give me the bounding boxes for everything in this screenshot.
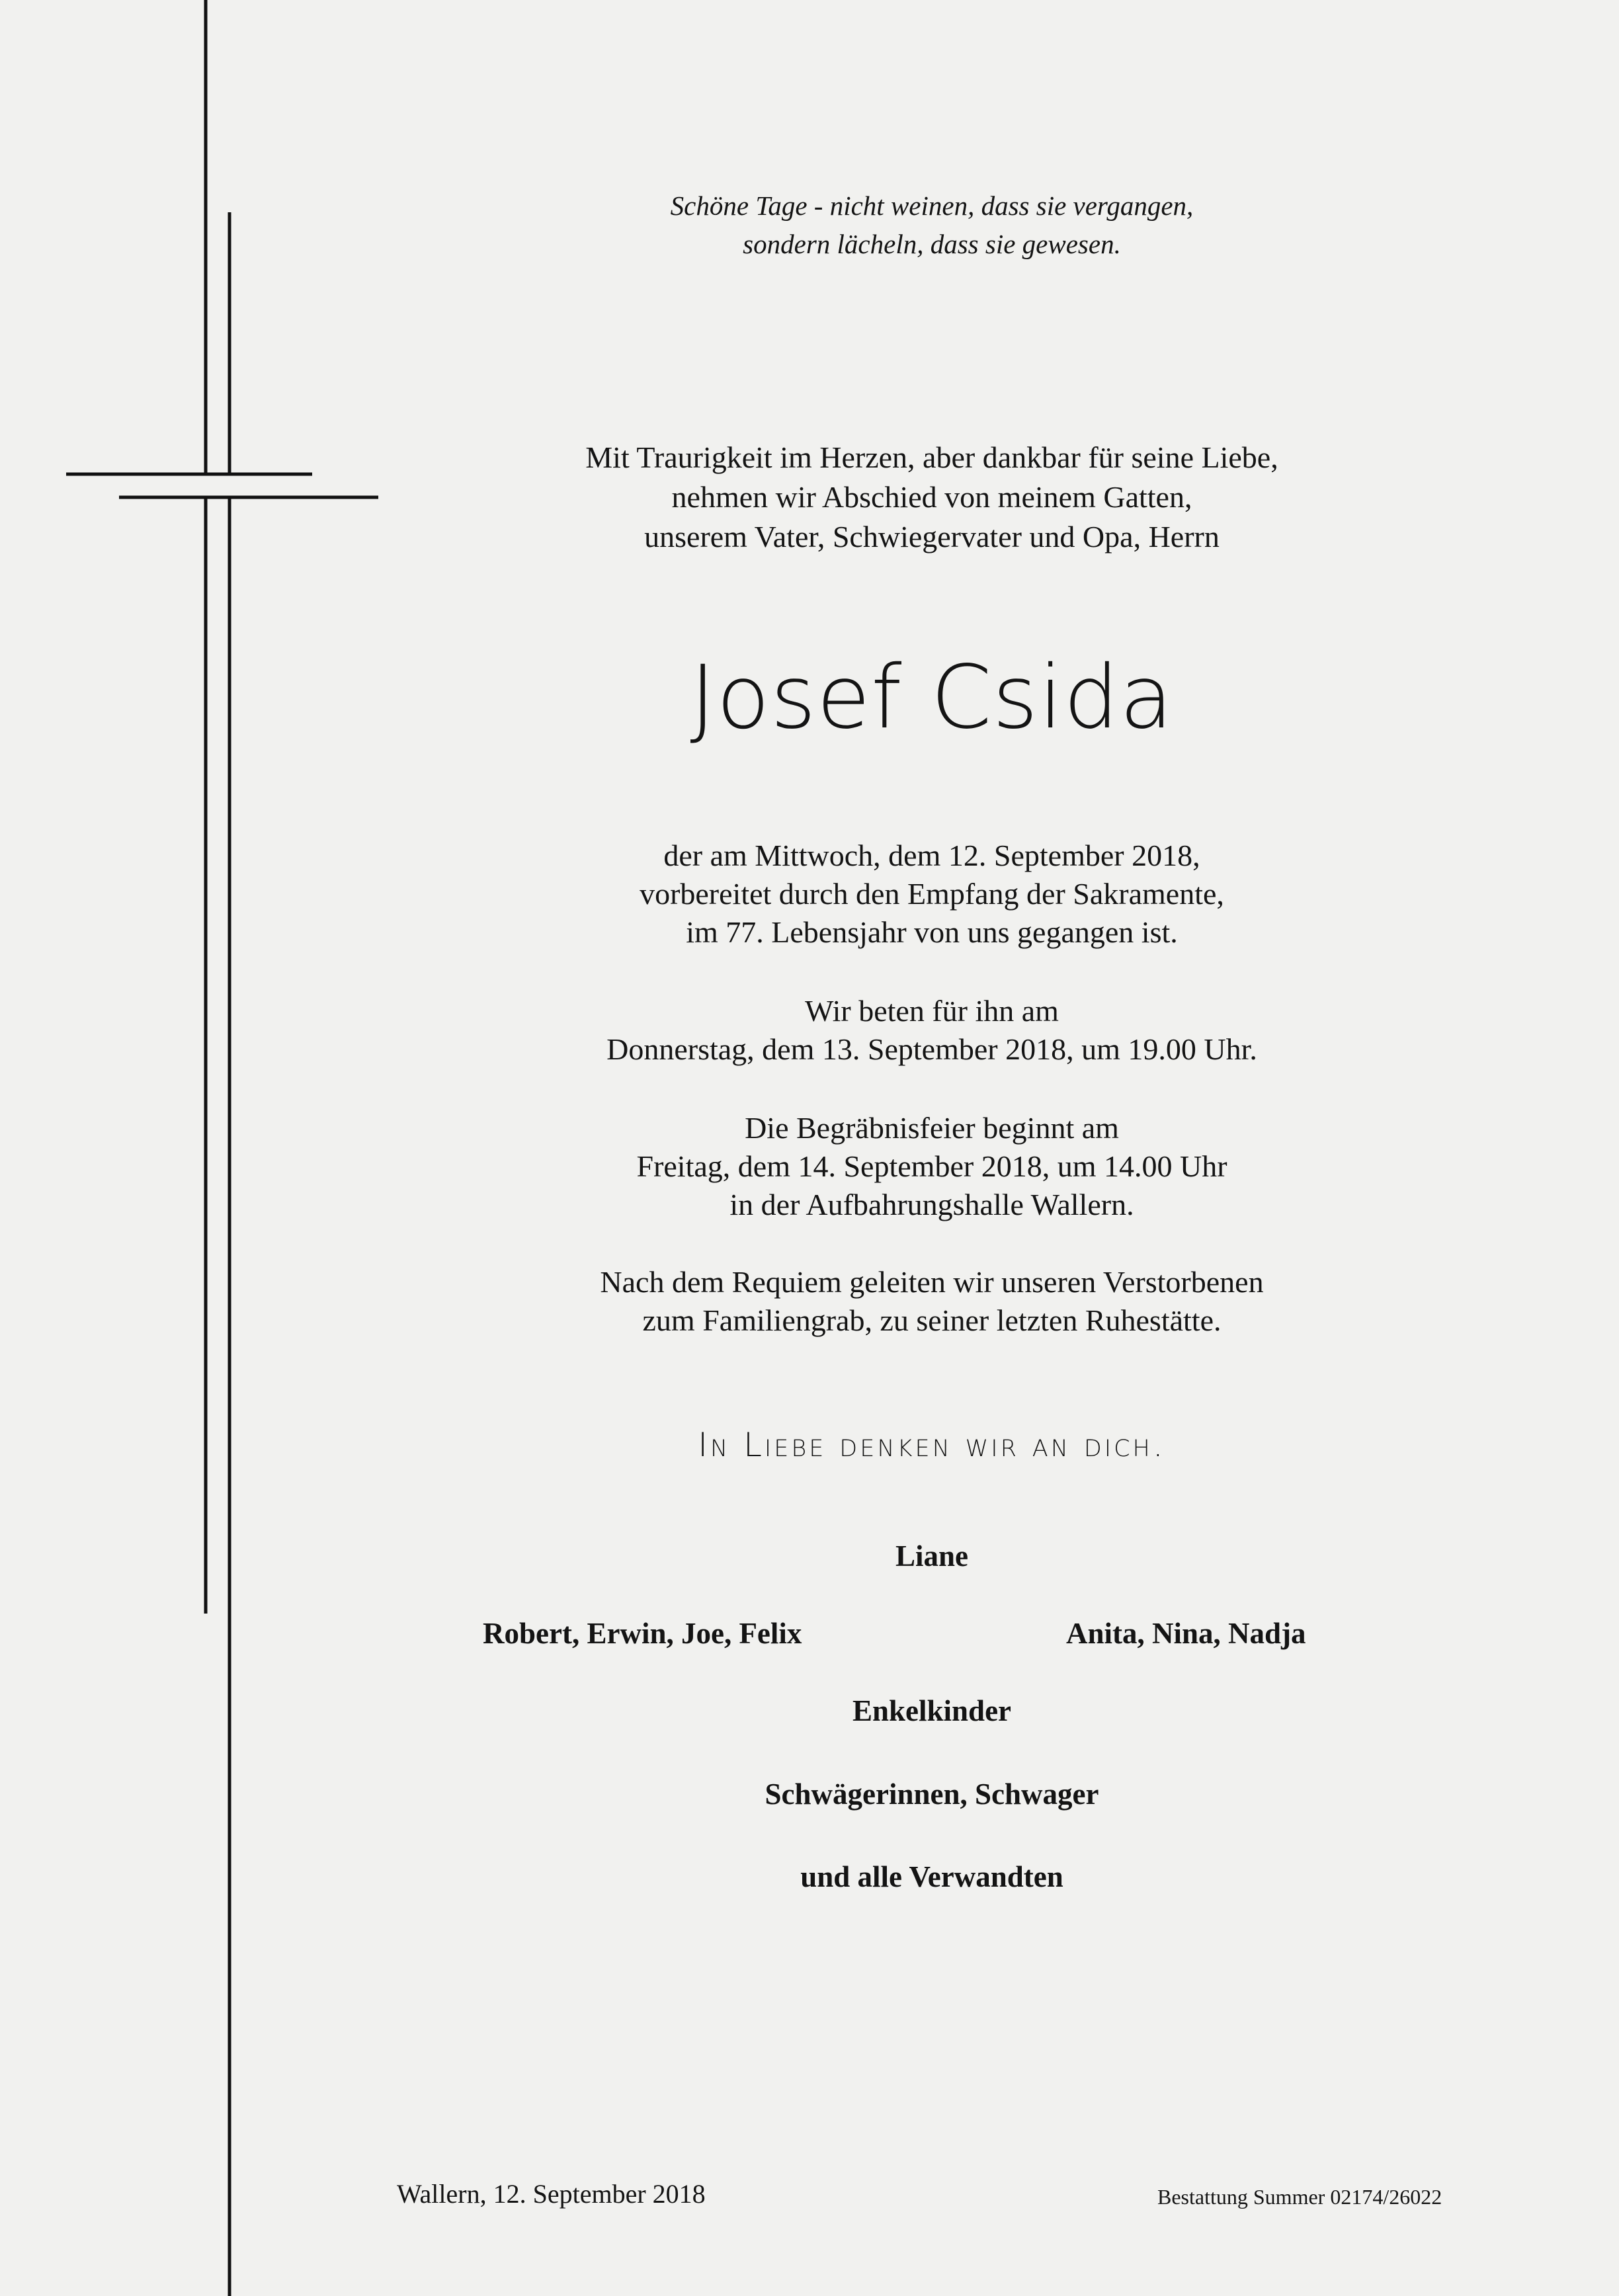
death-notice [640,837,1224,952]
mourner-wife: Liane [895,1539,969,1573]
funeral-line-2: Freitag, dem 14. September 2018, um 14.00 Uhr [636,1149,1227,1183]
intro-line-2: nehmen wir Abschied von meinem Gatten, [671,480,1192,514]
place-date: Wallern, 12. September 2018 [397,2179,706,2209]
intro-text [585,438,1278,557]
motto-line-1: Schöne Tage - nicht weinen, dass sie vergangen, [670,190,1194,221]
funeral-home: Bestattung Summer 02174/26022 [1157,2185,1442,2209]
requiem-notice [600,1263,1263,1340]
motto-line-2: sondern lächeln, dass sie gewesen. [743,229,1121,259]
mourner-daughters: Anita, Nina, Nadja [1066,1617,1306,1650]
prayer-line-2: Donnerstag, dem 13. September 2018, um 19.00 Uhr. [606,1032,1257,1066]
death-notice-line-2: vorbereitet durch den Empfang der Sakramente, [640,877,1224,911]
closing-line: In Liebe denken wir an dich. [698,1426,1166,1464]
deceased-name: Josef Csida [690,647,1174,749]
funeral-line-1: Die Begräbnisfeier beginnt am [745,1111,1119,1145]
requiem-line-1: Nach dem Requiem geleiten wir unseren Verstorbenen [600,1265,1264,1299]
death-notice-line-1: der am Mittwoch, dem 12. September 2018, [663,839,1200,872]
mourner-relatives: und alle Verwandten [800,1860,1063,1893]
funeral-notice [636,1109,1227,1224]
mourner-grandchildren: Enkelkinder [852,1694,1012,1727]
prayer-line-1: Wir beten für ihn am [805,994,1059,1028]
intro-line-3: unserem Vater, Schwiegervater und Opa, Herrn [644,520,1220,554]
death-notice-line-3: im 77. Lebensjahr von uns gegangen ist. [686,915,1178,949]
motto-quote [671,186,1194,263]
prayer-notice [606,992,1257,1069]
requiem-line-2: zum Familiengrab, zu seiner letzten Ruhestätte. [642,1303,1222,1337]
funeral-line-3: in der Aufbahrungshalle Wallern. [729,1188,1134,1221]
mourner-in-laws: Schwägerinnen, Schwager [765,1778,1099,1811]
mourner-sons: Robert, Erwin, Joe, Felix [483,1617,802,1650]
cross-icon [0,0,410,2296]
intro-line-1: Mit Traurigkeit im Herzen, aber dankbar für seine Liebe, [585,440,1278,474]
